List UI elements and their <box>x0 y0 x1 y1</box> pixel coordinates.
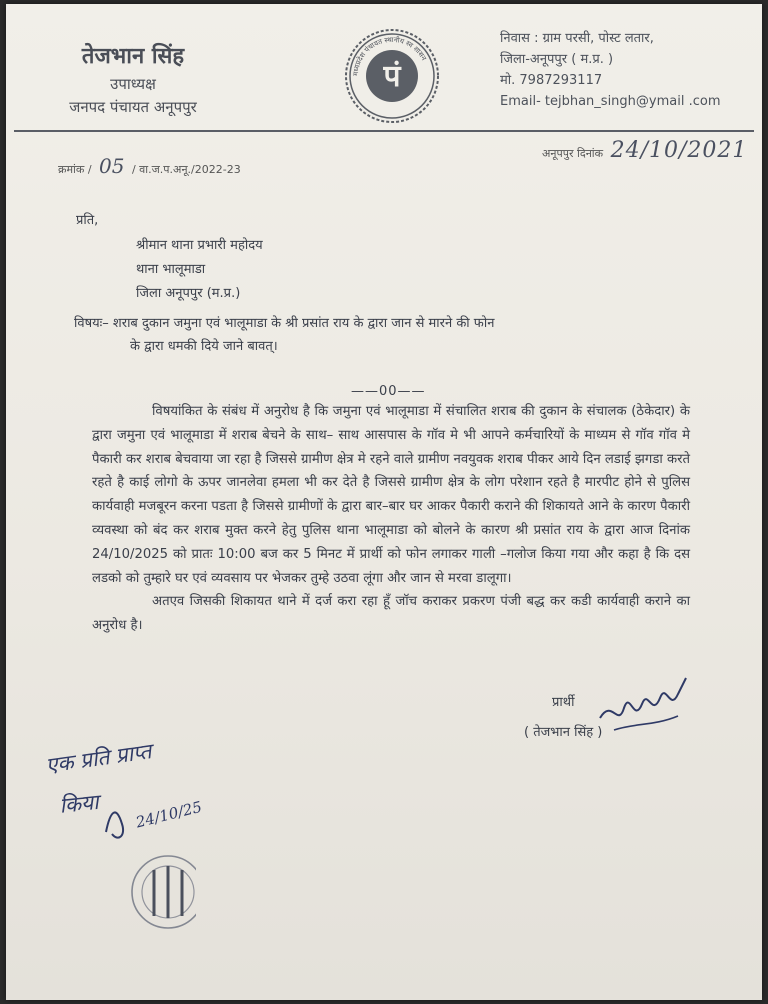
panchayat-emblem-icon <box>344 28 440 124</box>
sender-office: जनपद पंचायत अनूपपुर <box>69 98 197 116</box>
signature-label: प्रार्थी <box>552 695 575 710</box>
received-note-line-1: एक प्रति प्राप्त <box>44 739 153 778</box>
date-value: 24/10/2021 <box>610 138 748 163</box>
separator: ——00—— <box>351 384 426 399</box>
police-stamp-icon <box>36 742 196 932</box>
address-line-2: जिला-अनूपपुर ( म.प्र. ) <box>500 52 614 67</box>
email-address: Email- tejbhan_singh@ymail .com <box>500 94 721 109</box>
reference-suffix: / वा.ज.प.अनू./2022-23 <box>131 163 241 176</box>
address-line-1: निवास : ग्राम परसी, पोस्ट लतार, <box>500 31 654 46</box>
subject-line-2: के द्वारा धमकी दिये जाने बावत्। <box>130 339 278 354</box>
subject-line-1: विषयः– शराब दुकान जमुना एवं भालूमाडा के श्री प्रसांत राय के द्वारा जान से मारने की फोन <box>74 316 495 331</box>
body-paragraph-2 <box>92 590 690 638</box>
reference-value: 05 <box>99 154 125 178</box>
header-divider <box>14 130 754 132</box>
body-paragraph-2-text: अतएव जिसकी शिकायत थाने में दर्ज करा रहा हूँ जॉच कराकर प्रकरण पंजी बद्ध कर कडी कार्यवाही कराने का अनुरोध है। <box>92 594 690 634</box>
body-paragraph-1 <box>92 400 690 590</box>
date-label: अनूपपुर दिनांक <box>542 147 604 160</box>
to-label: प्रति, <box>76 213 99 228</box>
received-note-line-2: किया <box>58 789 100 818</box>
sender-name: तेजभान सिंह <box>81 44 185 69</box>
emblem-letter: पं <box>383 59 401 94</box>
recipient-address <box>136 234 263 306</box>
mobile-number: मो. 7987293117 <box>500 73 603 88</box>
reference-prefix: क्रमांक / <box>58 163 92 176</box>
body-paragraph-1-text: विषयांकित के संबंध में अनुरोध है कि जमुना एवं भालूमाडा में संचालित शराब की दुकान के संचालक (ठेकेदार) के द्वारा जमुना एवं भालूमाडा में शराब बेचने के साथ– साथ आसपास के गॉव मे भी आपने कर्मचारियों के माध्यम से गॉव गॉव मे पैकारी कर शराब बेचवाया जा रहा है जिससे ग्रामीण क्षेत्र मे रहने वाले ग्रामीण नवयुवक शराब पीकर आये दिन लडाई झगडा करते रहते है काई लोगो के ऊपर जानलेवा हमला भी कर देते है जिससे ग्रामीण क्षेत्र के लोग परेशान रहते है मारपीट होने से पुलिस कार्यवाही मजबूरन करना पडता है जिससे ग्रामीणों के द्वारा बार–बार घर आकर पैकारी कराने की शिकायते आने के कारण पैकारी व्यवस्था को बंद कर शराब मुक्त करने हेतु पुलिस थाना भालूमाडा को बोलने के कारण श्री प्रसांत राय के द्वारा आज दिनांक 24/10/2025 को प्रातः 10:00 बज कर 5 मिनट में प्रार्थी को फोन लगाकर गाली –गलोज किया गया और कहा है कि दस लडको को तुम्हारे घर एवं व्यवसाय पर भेजकर तुम्हे उठवा लूंगा और जान से मरवा डालूगा। <box>92 404 691 586</box>
emblem-ring-text: मध्यप्रदेश पंचायत स्थानीय स्व शासन <box>351 35 428 77</box>
letter-date <box>542 138 747 163</box>
sender-designation: उपाध्यक्ष <box>110 75 156 93</box>
letter-page <box>6 4 762 1000</box>
letter-body <box>92 400 690 638</box>
reference-number <box>58 154 241 178</box>
letterhead-left <box>38 40 228 117</box>
received-date: 24/10/25 <box>134 797 204 832</box>
signatory-name: ( तेजभान सिंह ) <box>524 725 603 740</box>
handwritten-signature <box>594 668 694 748</box>
letterhead-right <box>500 28 760 112</box>
recipient-line-3: जिला अनूपपुर (म.प्र.) <box>136 286 241 301</box>
recipient-line-2: थाना भालूमाडा <box>136 262 206 277</box>
recipient-line-1: श्रीमान थाना प्रभारी महोदय <box>136 238 263 253</box>
